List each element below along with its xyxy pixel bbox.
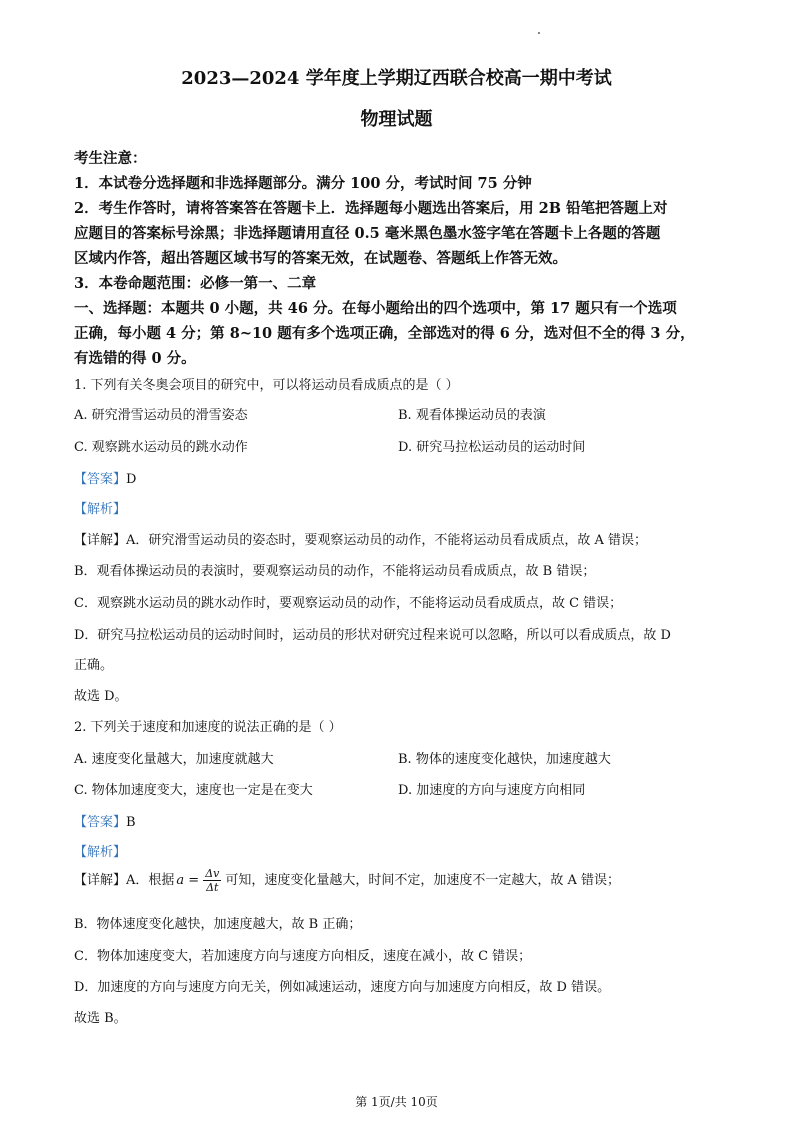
question-1-option-c: C. 观察跳水运动员的跳水动作 xyxy=(74,440,248,455)
question-2-detail-line xyxy=(74,867,620,894)
answer-value: D xyxy=(126,472,137,487)
question-1-conclusion: 故选 D。 xyxy=(74,689,128,704)
answer-label: 【答案】 xyxy=(74,815,127,830)
formula-lhs: a = xyxy=(176,873,200,888)
note-line: 应题目的答案标号涂黑；非选择题请用直径 0.5 毫米黑色墨水签字笔在答题卡上各题的答题 xyxy=(74,225,661,242)
question-2-detail-line: C．物体加速度变大，若加速度方向与速度方向相反，速度在减小，故 C 错误； xyxy=(74,949,532,964)
formula-denominator: Δt xyxy=(206,881,219,894)
question-1-detail-line: D．研究马拉松运动员的运动时间时，运动员的形状对研究过程来说可以忽略，所以可以看成质点，故 D xyxy=(74,628,671,643)
detail-text: A．研究滑雪运动员的姿态时，要观察运动员的动作，不能将运动员看成质点，故 A 错误； xyxy=(126,533,648,548)
answer-value: B xyxy=(126,815,136,830)
question-2-option-d: D. 加速度的方向与速度方向相同 xyxy=(398,783,586,798)
question-1-detail-line: B．观看体操运动员的表演时，要观察运动员的动作，不能将运动员看成质点，故 B 错误； xyxy=(74,564,596,579)
question-2-conclusion: 故选 B。 xyxy=(74,1011,127,1026)
question-2-answer xyxy=(74,811,136,830)
formula-numerator: Δv xyxy=(205,867,220,880)
question-2-stem: 2. 下列关于速度和加速度的说法正确的是（ ） xyxy=(74,720,342,735)
question-2-option-c: C. 物体加速度变大，速度也一定是在变大 xyxy=(74,783,313,798)
note-line: 区域内作答，超出答题区域书写的答案无效，在试题卷、答题纸上作答无效。 xyxy=(74,250,567,267)
question-1-option-b: B. 观看体操运动员的表演 xyxy=(398,408,546,423)
question-2-detail-line: D．加速度的方向与速度方向无关，例如减速运动，速度方向与加速度方向相反，故 D 错误。 xyxy=(74,980,611,995)
section-instructions: 正确，每小题 4 分；第 8~10 题有多个选项正确，全部选对的得 6 分，选对但不全的得 3 分， xyxy=(74,325,695,342)
section-instructions: 一、选择题：本题共 0 小题，共 46 分。在每小题给出的四个选项中，第 17 题只有一个选项 xyxy=(74,300,677,317)
question-2-option-a: A. 速度变化量越大，加速度就越大 xyxy=(74,752,274,767)
note-line: 2．考生作答时，请将答案答在答题卡上．选择题每小题选出答案后，用 2B 铅笔把答题上对 xyxy=(74,200,668,217)
acceleration-formula xyxy=(203,867,221,894)
exam-subtitle: 物理试题 xyxy=(360,109,433,130)
detail-label: 【详解】 xyxy=(74,873,127,888)
question-1-answer xyxy=(74,468,136,487)
question-2-option-b: B. 物体的速度变化越快，加速度越大 xyxy=(398,752,611,767)
question-1-option-d: D. 研究马拉松运动员的运动时间 xyxy=(398,440,586,455)
question-2-detail-line: B．物体速度变化越快，加速度越大，故 B 正确； xyxy=(74,917,362,932)
section-instructions: 有选错的得 0 分。 xyxy=(74,350,196,367)
question-1-analysis-label: 【解析】 xyxy=(74,502,127,517)
page-footer: 第 1页/共 10页 xyxy=(355,1095,438,1109)
question-2-analysis-label: 【解析】 xyxy=(74,845,127,860)
question-1-detail-line xyxy=(74,529,647,548)
detail-label: 【详解】 xyxy=(74,533,127,548)
question-1-stem: 1. 下列有关冬奥会项目的研究中，可以将运动员看成质点的是（ ） xyxy=(74,378,459,393)
question-1-detail-line: 正确。 xyxy=(74,658,114,673)
question-1-option-a: A. 研究滑雪运动员的滑雪姿态 xyxy=(74,408,248,423)
stray-dot xyxy=(538,32,540,34)
question-1-detail-line: C．观察跳水运动员的跳水动作时，要观察运动员的动作，不能将运动员看成质点，故 C 错误； xyxy=(74,596,623,611)
note-line: 1．本试卷分选择题和非选择题部分。满分 100 分，考试时间 75 分钟 xyxy=(74,175,532,192)
detail-text: 可知，速度变化量越大，时间不定，加速度不一定越大，故 A 错误； xyxy=(225,873,621,888)
detail-text: A．根据 xyxy=(126,873,175,888)
answer-label: 【答案】 xyxy=(74,472,127,487)
note-line: 3．本卷命题范围：必修一第一、二章 xyxy=(74,275,317,292)
notes-heading: 考生注意： xyxy=(74,150,147,167)
exam-title: 2023—2024 学年度上学期辽西联合校高一期中考试 xyxy=(181,68,612,89)
